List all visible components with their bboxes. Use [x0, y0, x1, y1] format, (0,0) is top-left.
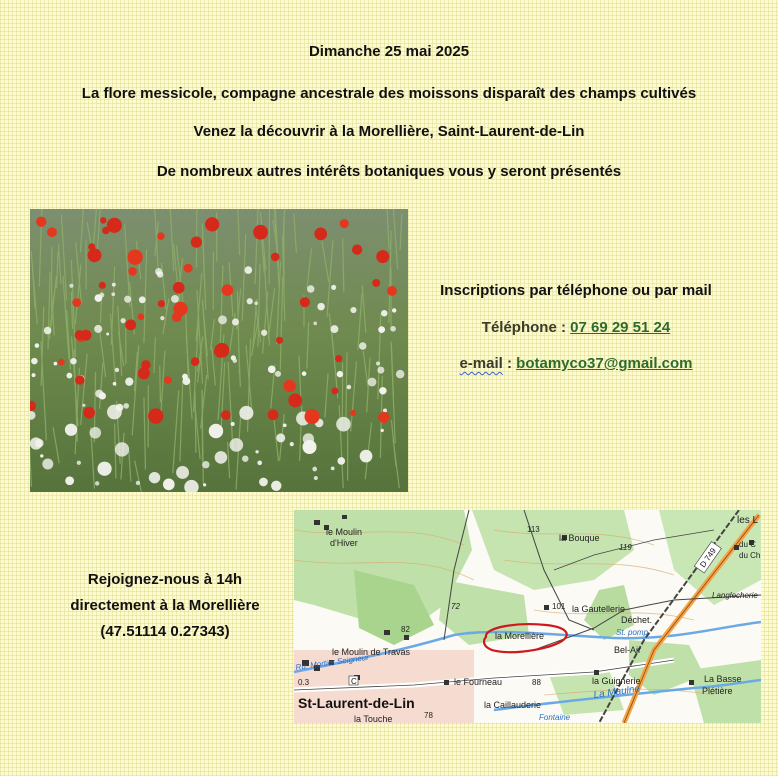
wildflower-photo-graphic: [30, 209, 408, 492]
phone-label: Téléphone :: [481, 319, 566, 336]
map-label-n82: 82: [401, 625, 410, 634]
map-label-bouque: la Bouque: [559, 533, 600, 543]
map-label-morelliere: la Morellière: [495, 631, 545, 641]
map-label-n88: 88: [532, 678, 541, 687]
location-map: [294, 510, 761, 723]
meeting-place: directement à la Morellière: [70, 597, 260, 614]
map-label-du-c: du C: [739, 540, 756, 549]
map-label-n03: 0.3: [298, 678, 310, 687]
map-label-dechet: Déchet.: [621, 615, 653, 625]
map-label-pletiere: Plétière: [702, 686, 733, 696]
map-label-langlecherie: Langlecherie: [712, 591, 758, 600]
map-label-gautellerie: la Gautellerie: [572, 604, 626, 614]
map-label-n119: 119: [619, 543, 632, 552]
map-label-st-pomp: St. pomp: [616, 628, 649, 637]
map-road-d749: D 749: [698, 546, 718, 570]
map-label-fourneau: le Fourneau: [454, 677, 503, 687]
event-invite: Venez la découvrir à la Morellière, Saint-Laurent-de-Lin: [193, 123, 585, 140]
map-label-n101: 101: [552, 602, 566, 611]
map-label-fontaine: Fontaine: [539, 713, 571, 722]
map-label-caillauderie: la Caillauderie: [484, 700, 542, 710]
map-label-n72: 72: [451, 602, 460, 611]
map-label-c: C: [351, 677, 357, 686]
email-line: [420, 355, 732, 372]
meeting-coordinates: (47.51114 0.27343): [100, 623, 230, 640]
registration-title: Inscriptions par téléphone ou par mail: [440, 282, 712, 299]
map-label-st-laurent: St-Laurent-de-Lin: [298, 695, 415, 711]
email-link[interactable]: botamyco37@gmail.com: [516, 355, 693, 372]
event-extra: De nombreux autres intérêts botaniques vous y seront présentés: [156, 163, 622, 180]
map-label-mortier: Ru. Mortier Seigneur: [295, 652, 370, 672]
wildflower-photo: [30, 209, 408, 492]
phone-link[interactable]: 07 69 29 51 24: [570, 319, 671, 336]
map-label-les-l: les L: [737, 515, 759, 526]
map-label-n113: 113: [527, 525, 540, 534]
phone-line: [420, 319, 732, 336]
event-subtitle: La flore messicole, compagne ancestrale des moissons disparaît des champs cultivés: [81, 85, 697, 102]
map-label-n78: 78: [424, 711, 433, 720]
map-label-moulin-hiver-2: d'Hiver: [330, 538, 358, 548]
map-label-touche: la Touche: [354, 714, 393, 723]
map-label-basse: La Basse: [704, 674, 742, 684]
event-date: Dimanche 25 mai 2025: [308, 43, 470, 60]
location-map-graphic: [294, 510, 761, 723]
map-label-maulne: La Maulne: [592, 683, 641, 701]
meeting-time: Rejoignez-nous à 14h: [87, 571, 243, 588]
map-label-bel-air: Bel-Air: [614, 645, 642, 655]
map-label-du-ch: du Ch: [739, 551, 761, 560]
map-label-moulin-travas: le Moulin de Travas: [332, 647, 411, 657]
map-label-guignerie: la Guignerie: [592, 676, 641, 686]
map-label-moulin-hiver: le Moulin: [326, 527, 363, 537]
email-label: e-mail: [459, 355, 503, 372]
email-separator: :: [502, 355, 512, 372]
